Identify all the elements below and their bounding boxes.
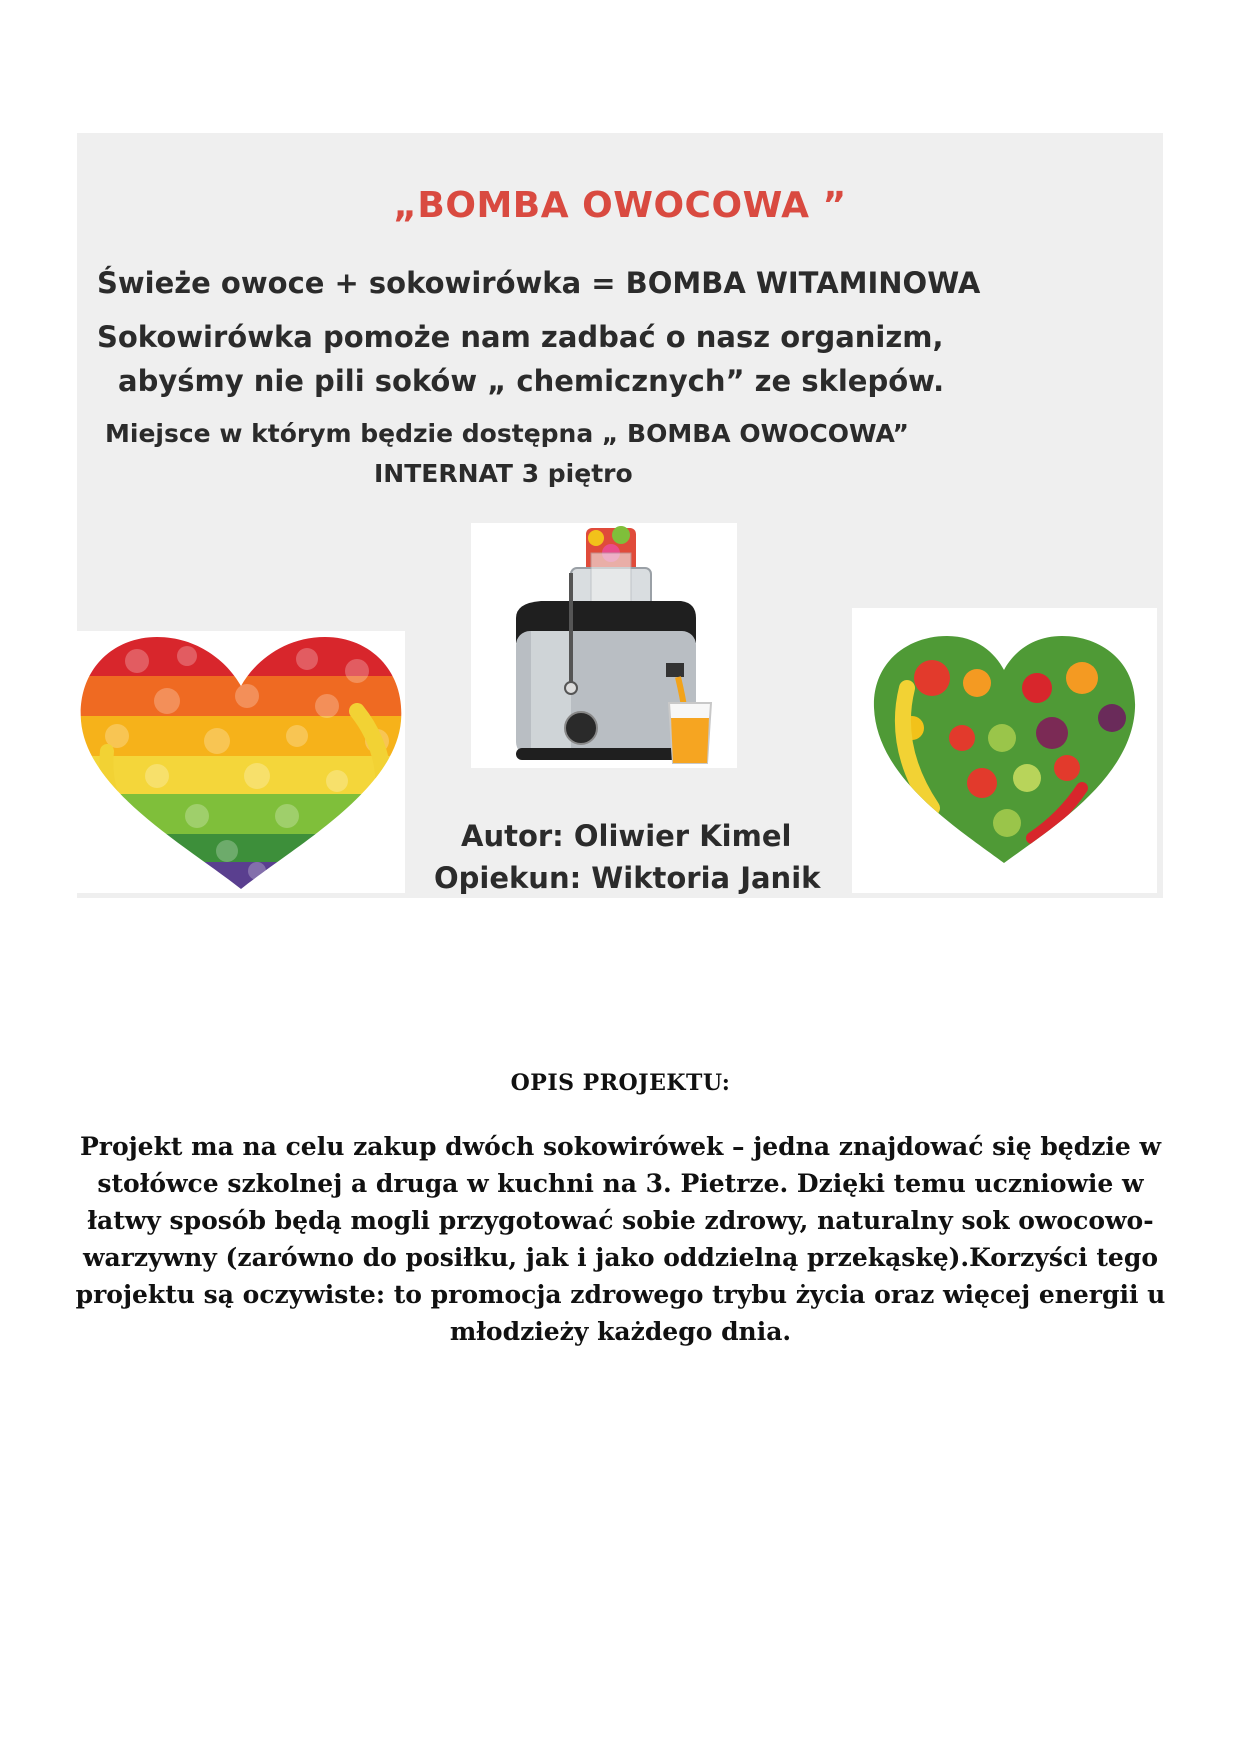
poster-author: Autor: Oliwier Kimel <box>461 819 792 853</box>
poster-text-line-2: abyśmy nie pili soków „ chemicznych” ze sklepów. <box>118 364 945 398</box>
juicer-image <box>471 523 737 768</box>
fruit-vegetable-heart-image <box>852 608 1157 893</box>
poster-guardian: Opiekun: Wiktoria Janik <box>434 861 821 895</box>
poster-text-line-1: Sokowirówka pomoże nam zadbać o nasz organizm, <box>97 320 944 354</box>
poster-title: „BOMBA OWOCOWA ” <box>393 185 847 226</box>
poster-slogan: Świeże owoce + sokowirówka = BOMBA WITAMINOWA <box>97 266 981 300</box>
description-heading: OPIS PROJEKTU: <box>510 1070 731 1096</box>
poster <box>77 133 1163 898</box>
poster-location-label: Miejsce w którym będzie dostępna „ BOMBA OWOCOWA” <box>105 419 909 448</box>
rainbow-fruit-heart-image <box>77 631 405 893</box>
poster-location: INTERNAT 3 piętro <box>374 459 633 488</box>
description-body: Projekt ma na celu zakup dwóch sokowirówek – jedna znajdować się będzie w stołówce szkolnej a druga w kuchni na 3. Pietrze. Dzięki temu uczniowie w łatwy sposób będą mogli przygotować sobie zdrowy, naturalny sok owocowo-warzywny (zarówno do posiłku, jak i jako oddzielną przekąskę).Korzyści tego projektu są oczywiste: to promocja zdrowego trybu życia oraz więcej energii u młodzieży każdego dnia. <box>75 1132 1166 1346</box>
